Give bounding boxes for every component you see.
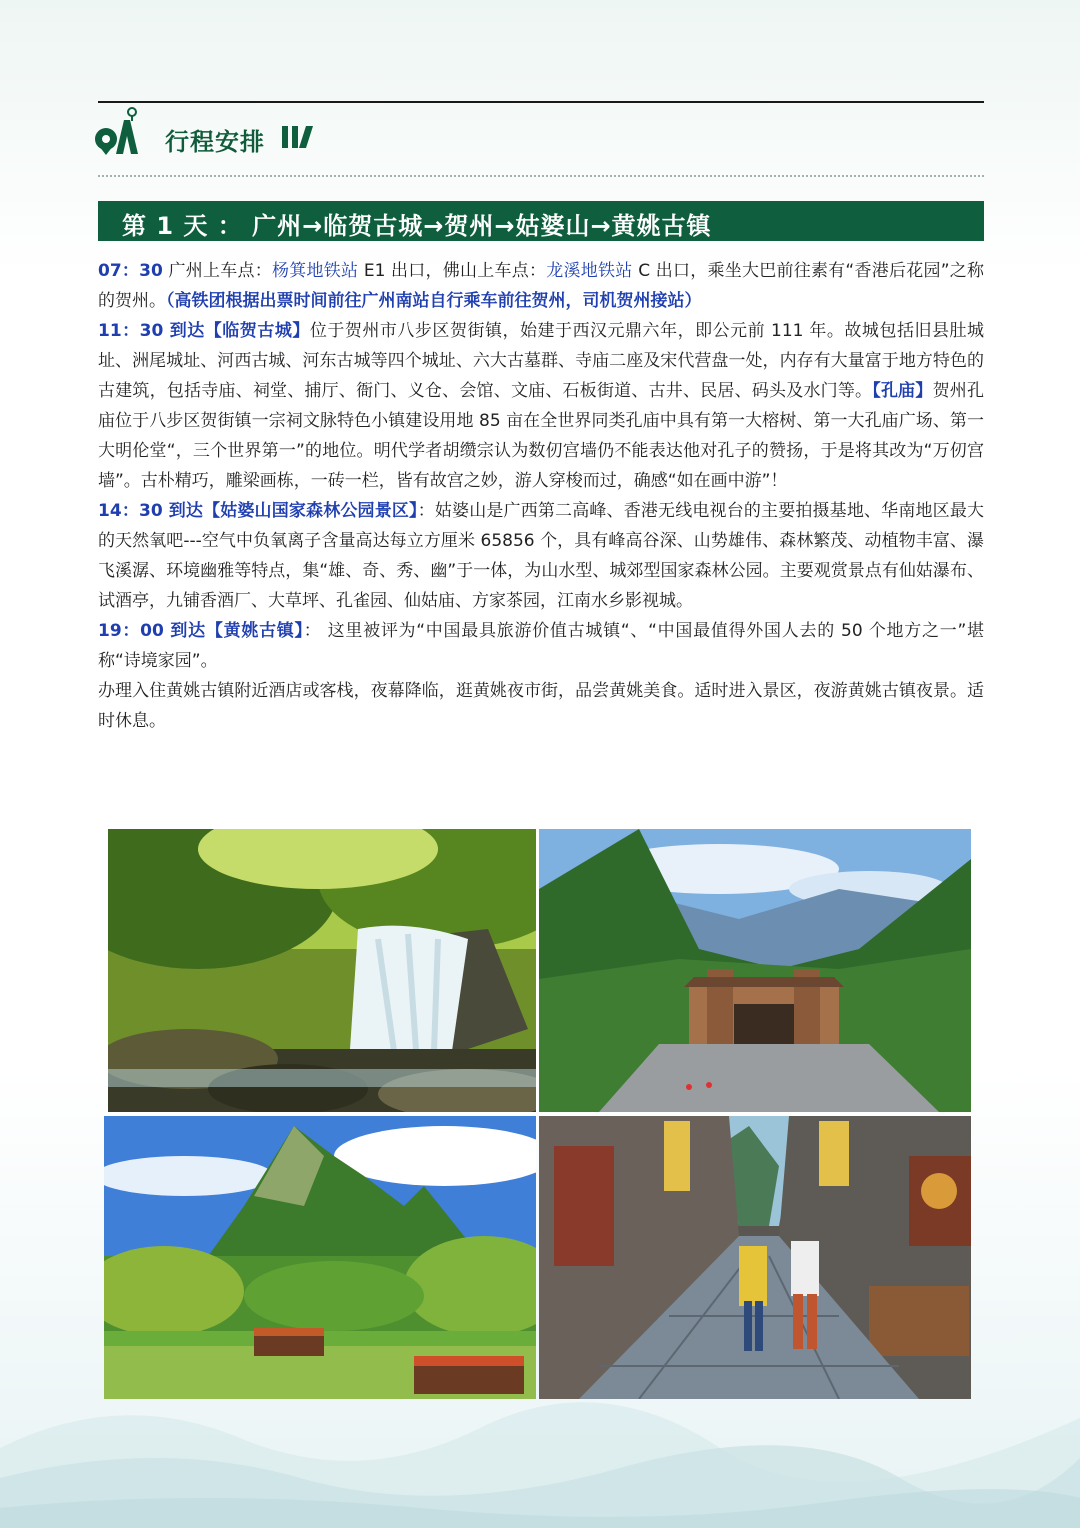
mountain-background-decoration (0, 1328, 1080, 1528)
slash-decoration-icon (280, 124, 316, 150)
waterfall-photo (108, 829, 536, 1112)
paragraph-1430 (98, 496, 984, 616)
paragraph-0730 (98, 256, 984, 316)
time-label: 14：30 到达【姑婆山国家森林公园景区】 (98, 501, 418, 521)
dotted-divider (98, 175, 984, 177)
text-run: 贺州孔庙位于八步区贺街镇一宗祠文脉特色小镇建设用地 85 亩在全世界同类孔庙中具有第一大榕树、第一大孔庙广场、第一大明伦堂“，三个世界第一”的地位。明代学者胡缵宗认为数仞宫墙仍不能表达他对孔子的赞扬，于是将其改为“万仞宫墙”。古朴精巧，雕梁画栋，一砖一栏，皆有故宫之妙，游人穿梭而过，确感“如在画中游”！ (98, 381, 985, 491)
station-yangji: 杨箕地铁站 (271, 261, 359, 281)
section-title: 行程安排 (165, 128, 265, 156)
paragraph-1900 (98, 616, 984, 676)
text-run: C 出口，乘坐大巴前往素有“香港后花园”之称的贺州。 (98, 261, 985, 311)
text-run: 办理入住黄姚古镇附近酒店或客栈，夜幕降临，逛黄姚夜市街，品尝黄姚美食。适时进入景区，夜游黄姚古镇夜景。适时休息。 (98, 681, 984, 731)
station-longxi: 龙溪地铁站 (546, 261, 633, 281)
top-rule (98, 101, 984, 103)
time-label: 07：30 (98, 261, 163, 281)
park-gate-photo (539, 829, 971, 1112)
rail-note: （高铁团根据出票时间前往广州南站自行乘车前往贺州，司机贺州接站） (166, 291, 702, 311)
paragraph-evening (98, 676, 984, 736)
time-label: 19：00 到达【黄姚古镇】 (98, 621, 304, 641)
route-location-icon (94, 106, 144, 156)
text-run: ：姑婆山是广西第二高峰、香港无线电视台的主要拍摄基地、华南地区最大的天然氧吧---空气中负氧离子含量高达每立方厘米 65856 个，具有峰高谷深、山势雄伟、森林繁茂、动植物丰富、瀑飞溪潺、环境幽雅等特点，集“雄、奇、秀、幽”于一体，为山水型、城郊型国家森林公园。主要观赏景点有仙姑瀑布、试酒亭，九铺香酒厂、大草坪、孔雀园、仙姑庙、方家茶园，江南水乡影视城。 (98, 501, 985, 611)
text-run: 广州上车点： (162, 261, 272, 281)
text-run: ： 这里被评为“中国最具旅游价值古城镇“、“中国最值得外国人去的 50 个地方之一”堪称“诗境家园”。 (98, 621, 985, 671)
text-run: 位于贺州市八步区贺街镇，始建于西汉元鼎六年，即公元前 111 年。故城包括旧县肚城址、洲尾城址、河西古城、河东古城等四个城址、六大古墓群、寺庙二座及宋代营盘一处，内存有大量富于地方特色的古建筑，包括寺庙、祠堂、捕厅、衙门、义仓、会馆、文庙、石板街道、古井、民居、码头及水门等。 (98, 321, 984, 401)
place-label: 【孔庙】 (872, 381, 933, 401)
text-run: E1 出口，佛山上车点： (358, 261, 547, 281)
time-label: 11：30 到达【临贺古城】 (98, 321, 310, 341)
day-title: 第 1 天 ： 广州→临贺古城→贺州→姑婆山→黄姚古镇 (122, 212, 712, 240)
itinerary-text (98, 256, 984, 736)
day-banner (98, 201, 984, 241)
paragraph-1130 (98, 316, 984, 496)
